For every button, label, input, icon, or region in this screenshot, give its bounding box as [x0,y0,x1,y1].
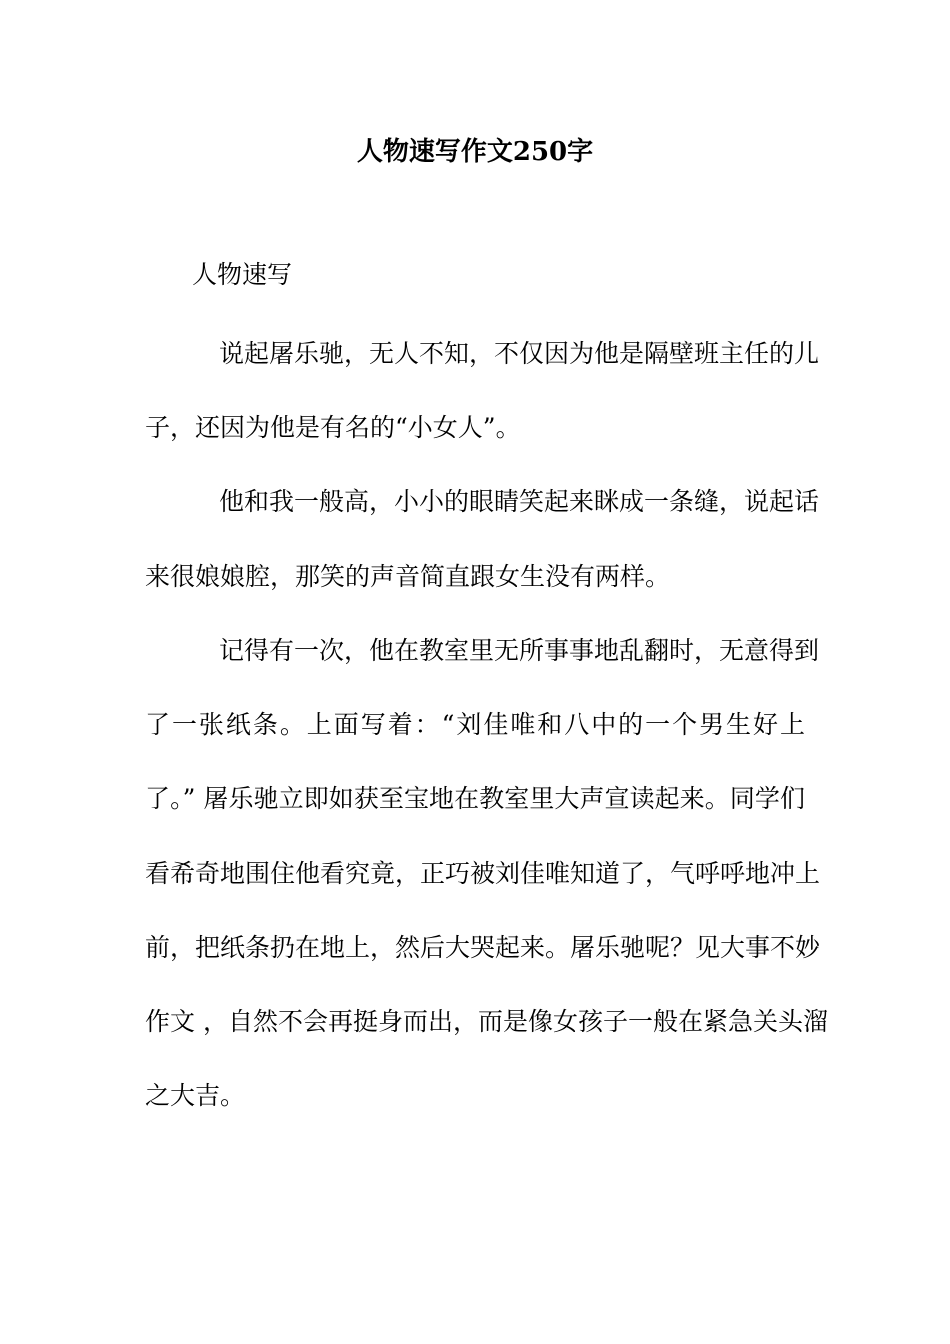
paragraph-line: 他和我一般高，小小的眼睛笑起来眯成一条缝，说起话 [219,487,820,516]
paragraph-line: 看希奇地围住他看究竟，正巧被刘佳唯知道了，气呼呼地冲上 [145,859,821,888]
paragraph-line: 来很娘娘腔，那笑的声音简直跟女生没有两样。 [145,562,671,591]
paragraph-line: 记得有一次，他在教室里无所事事地乱翻时，无意得到 [219,636,820,665]
paragraph-line: 子，还因为他是有名的“小女人”。 [145,413,521,442]
paragraph-line: 了。” 屠乐驰立即如获至宝地在教室里大声宣读起来。同学们 [145,784,805,813]
paragraph-line: 前，把纸条扔在地上，然后大哭起来。屠乐驰呢？见大事不妙 [145,933,821,962]
document-title: 人物速写作文250字 [356,137,594,167]
paragraph-line: 之大吉。 [145,1081,246,1110]
paragraph-line: 了一张纸条。上面写着：“刘佳唯和八中的一个男生好上 [145,710,805,739]
paragraph-line: 作文 ，自然不会再挺身而出，而是像女孩子一般在紧急关头溜 [145,1007,828,1036]
section-heading: 人物速写 [192,260,293,289]
paragraph-line: 说起屠乐驰，无人不知，不仅因为他是隔壁班主任的儿 [219,339,820,368]
